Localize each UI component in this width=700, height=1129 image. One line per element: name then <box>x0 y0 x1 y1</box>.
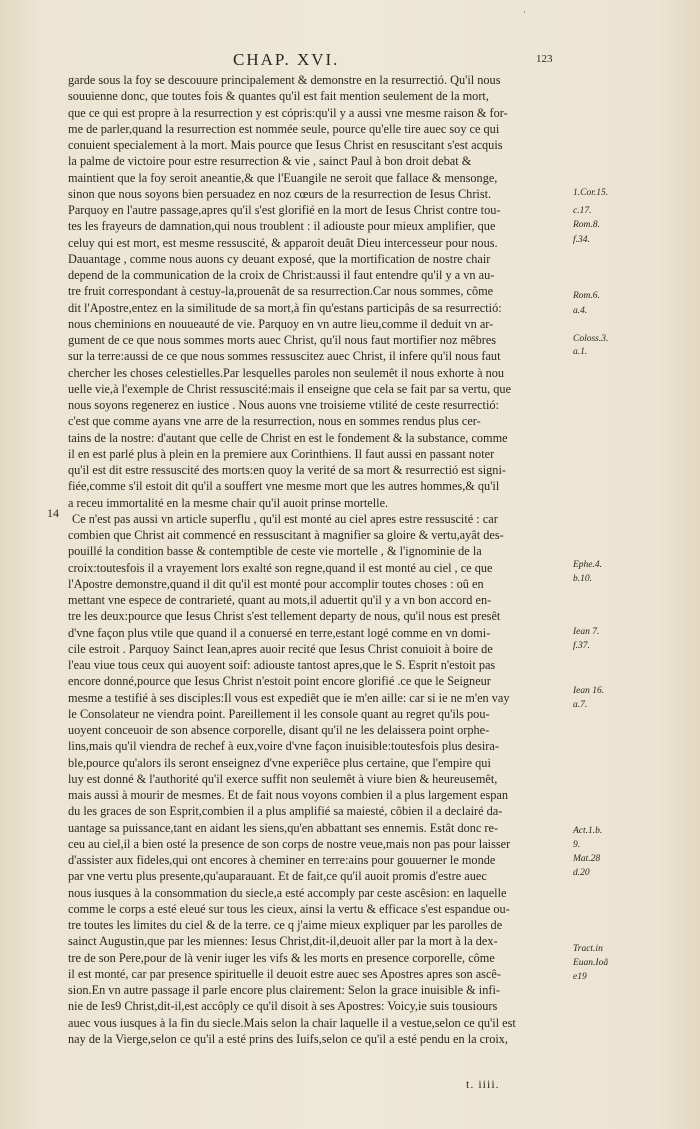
text-line: sainct Augustin,que par les miennes: Iesus Christ,dit-il,deuoit aller par la mort à la dex- <box>68 934 498 949</box>
text-line: fiée,comme s'il estoit dit qu'il a souffert vne mesme mort que les autres hommes,& qu'il <box>68 479 500 494</box>
text-line: celuy qui est mort, est mesme ressuscité, & apparoit deuât Dieu intercesseur pour nous. <box>68 235 498 250</box>
text-line: chercher les choses celestielles.Par lesquelles paroles non seulemêt il nous exhorte à nou <box>68 365 505 380</box>
page-number: 123 <box>536 53 553 65</box>
text-line: nous iusques à la consommation du siecle,a esté accomply par ceste ascêsion: en laquelle <box>68 885 507 900</box>
text-line: encore donné,pource que Iesus Christ n'estoit point encore glorifié .ce que le Seigneur <box>68 674 491 689</box>
text-line: pouillé la condition basse & contemptible de ceste vie mortelle , & l'ignominie de la <box>68 544 482 559</box>
text-line: uantage sa puissance,tant en aidant les siens,qu'en abbattant ses ennemis. Estât donc re- <box>68 820 499 835</box>
text-line: gument de ce que nous sommes morts auec Christ, qu'il nous faut mortifier noz mêbres <box>68 333 497 347</box>
text-line: croix:toutesfois il a vrayement lors exalté son regne,quand il est monté au ciel , ce que <box>68 560 493 575</box>
text-line: qu'il est dit estre ressuscité des morts:en quoy la verité de sa mort & resurrectió est signi- <box>68 463 506 477</box>
section-number: 14 <box>47 506 59 520</box>
top-mark: · <box>523 8 526 18</box>
text-line: tre toutes les limites du ciel & de la terre. ce q j'aime mieux expliquer par les parolles de <box>68 918 503 932</box>
text-line: Dauantage , comme nous auons cy deuant exposé, que la mortification de nostre chair <box>68 251 491 266</box>
text-line: uoyent conceuoir de son absence corporelle, disant qu'il ne les delaissera point orphe- <box>68 723 490 737</box>
text-line: tre les deux:pource que Iesus Christ s'est tellement departy de nous, qu'il nous est presêt <box>68 609 501 624</box>
text-line: mesme a testifié à ses disciples:Il vous est expediêt que ie m'en aille: car si ie ne m'en vay <box>68 690 510 705</box>
text-line: Parquoy en l'autre passage,apres qu'il s'est glorifié en la mort de Iesus Christ contre tou- <box>68 203 501 217</box>
text-line: nous cheminions en nouueauté de vie. Parquoy en vn autre lieu,comme il deduit vn ar- <box>68 316 494 331</box>
text-line: comme le corps a esté eleué sur tous les cieux, ainsi la vertu & efficace s'est espandue ou- <box>68 901 510 916</box>
margin-note: a.7. <box>573 700 588 710</box>
margin-note: Mat.28 <box>573 854 601 864</box>
margin-note: Rom.6. <box>573 291 600 301</box>
text-line: auec vous iusques à la fin du siecle.Mais selon la chair laquelle il a vestue,selon ce qu'il est <box>68 1015 516 1030</box>
text-line: mais aussi à mourir de mesmes. Et de fait nous voyons combien il a plus largement espan <box>68 788 508 802</box>
text-line: il est monté, car par presence spirituelle il deuoit estre auec ses Apostres apres son ascê- <box>68 966 501 981</box>
margin-note: f.37. <box>573 641 590 651</box>
margin-note: 9. <box>573 840 581 850</box>
text-line: garde sous la foy se descouure principalement & demonstre en la resurrectió. Qu'il nous <box>68 73 501 87</box>
text-line: tre de son Pere,pour de là venir iuger les vifs & les morts en presence corporelle, côme <box>68 950 495 965</box>
text-line: dit l'Apostre,entez en la similitude de sa mort,à fin qu'estans participâs de sa resurrectió: <box>68 300 502 315</box>
text-line: conuient specialement à la mort. Mais pource que Iesus Christ en resuscitant s'est acquis <box>68 138 503 152</box>
text-line: sinon que nous soyons bien persuadez en noz cœurs de la resurrection de Iesus Christ. <box>68 186 492 201</box>
text-line: depend de la communication de la croix de Christ:aussi il faut entendre qu'il y a vn au- <box>68 268 495 282</box>
text-line: nay de la Vierge,selon ce qu'il a esté prins des Iuifs,selon ce qu'il a esté pendu en la croix, <box>68 1031 508 1046</box>
running-title: CHAP. XVI. <box>233 50 340 69</box>
margin-note: b.10. <box>573 574 592 584</box>
text-line: c'est que comme ayans vne arre de la resurrection, nous en sommes rendus plus cer- <box>68 414 481 429</box>
margin-note: c.17. <box>573 206 592 216</box>
text-line: ble,pource qu'alors ils seront enseignez d'vne experiêce plus certaine, que l'empire qui <box>68 755 491 770</box>
margin-note: a.4. <box>573 306 588 316</box>
text-line: tains de la nostre: d'autant que celle de Christ en est le fondement & la substance, comme <box>68 430 508 445</box>
text-line: souuienne donc, que toutes fois & quantes qu'il est fait mention seulement de la mort, <box>68 89 489 104</box>
text-line: que ce qui est propre à la resurrection y est cópris:qu'il y a aussi vne mesme raison & for- <box>68 105 508 120</box>
text-line: nie de Ies9 Christ,dit-il,est accôply ce qu'il disoit à ses Apostres: Voicy,ie suis tousiours <box>68 999 498 1014</box>
text-line: ceu au ciel,il a bien osté la presence de son corps de nostre veue,mais non pas pour laisser <box>68 836 511 851</box>
text-line: tre fruit correspondant à cestuy-la,prouenât de sa resurrection.Car nous sommes, côme <box>68 284 494 299</box>
margin-note: d.20 <box>573 868 590 878</box>
margin-note: Ephe.4. <box>573 560 603 570</box>
text-line: par vne vertu plus presente,qu'auparauant. Et de fait,ce qu'il auoit promis d'estre auec <box>68 869 487 884</box>
text-line: uelle vie,à l'exemple de Christ ressuscité:mais il enseigne que cela se fait par sa vertu, que <box>68 381 512 396</box>
margin-note: 1.Cor.15. <box>573 188 609 198</box>
text-line: a receu immortalité en la mesme chair qu'il auoit prinse mortelle. <box>68 495 389 510</box>
text-line: cile estroit . Parquoy Sainct Iean,apres auoir recité que Iesus Christ conuioit à boire de <box>68 641 493 656</box>
text-line: mettant vne espece de contrarieté, quant au mots,il aduertit qu'il y a vn bon accord en- <box>68 593 492 607</box>
margin-note: Tract.in <box>573 944 603 954</box>
text-line: il en est parlé plus à plein en la premiere aux Corinthiens. Il faut aussi en passant noter <box>68 446 495 461</box>
signature-mark: t. iiii. <box>466 1077 500 1091</box>
text-line: lins,mais qu'il viendra de rechef à eux,voire d'vne façon inuisible:toutesfois plus desira- <box>68 739 499 754</box>
margin-note: Rom.8. <box>573 220 600 230</box>
text-line: sur la terre:aussi de ce que nous sommes ressuscitez auec Christ, il infere qu'il nous faut <box>68 349 501 364</box>
margin-note: e19 <box>573 972 587 982</box>
text-line: combien que Christ ait commencé en ressuscitant à magnifier sa gloire & vertu,ayât des- <box>68 528 504 542</box>
margin-note: Coloss.3. <box>573 334 609 344</box>
margin-note: Act.1.b. <box>573 826 603 836</box>
margin-note: Euan.Ioâ <box>573 958 609 968</box>
text-line: l'eau viue tous ceux qui auoyent soif: adiouste tantost apres,que le S. Esprit n'estoit pas <box>68 658 496 672</box>
margin-note: Iean 16. <box>573 686 605 696</box>
text-line: l'Apostre demonstre,quand il dit qu'il est monté pour accomplir toutes choses : oû en <box>68 576 484 591</box>
text-line: la palme de victoire pour estre resurrection & vie , sainct Paul à bon droit debat & <box>68 154 472 169</box>
text-line: d'assister aux fideles,qui ont encores à cheminer en terre:ains pour gouuerner le monde <box>68 853 496 867</box>
text-line: sion.En vn autre passage il parle encore plus clairement: Selon la grace inuisible & infi- <box>68 983 500 997</box>
text-line: du les graces de son Esprit,combien il a plus amplifié sa maiesté, côbien il a declairé da- <box>68 804 503 819</box>
margin-note: a.1. <box>573 347 588 357</box>
text-line: nous soyons regenerez en iustice . Nous auons vne troisieme vtilité de ceste resurrectió: <box>68 398 499 412</box>
text-line: Ce n'est pas aussi vn article superflu , qu'il est monté au ciel apres estre ressuscité : car <box>72 511 498 526</box>
text-line: maintient que la foy seroit aneantie,& que l'Euangile ne seroit que fallace & mensonge, <box>68 170 498 185</box>
text-line: luy est donné & l'authorité qu'il exerce suffit non seulemêt à viure bien & heureusemêt, <box>68 771 498 786</box>
text-line: me de parler,quand la resurrection est nommée seule, pource qu'elle tire auec soy ce qui <box>68 121 500 136</box>
margin-note: Iean 7. <box>573 627 600 637</box>
text-line: le Consolateur ne viendra point. Pareillement il les console quant au regret qu'ils pou- <box>68 706 490 721</box>
text-line: d'vne façon plus vtile que quand il a conuersé en terre,estant logé comme en vn domi- <box>68 625 491 640</box>
text-line: tes les frayeurs de damnation,qui nous troublent : il adiouste pour mieux amplifier, que <box>68 219 496 234</box>
margin-note: f.34. <box>573 235 590 245</box>
